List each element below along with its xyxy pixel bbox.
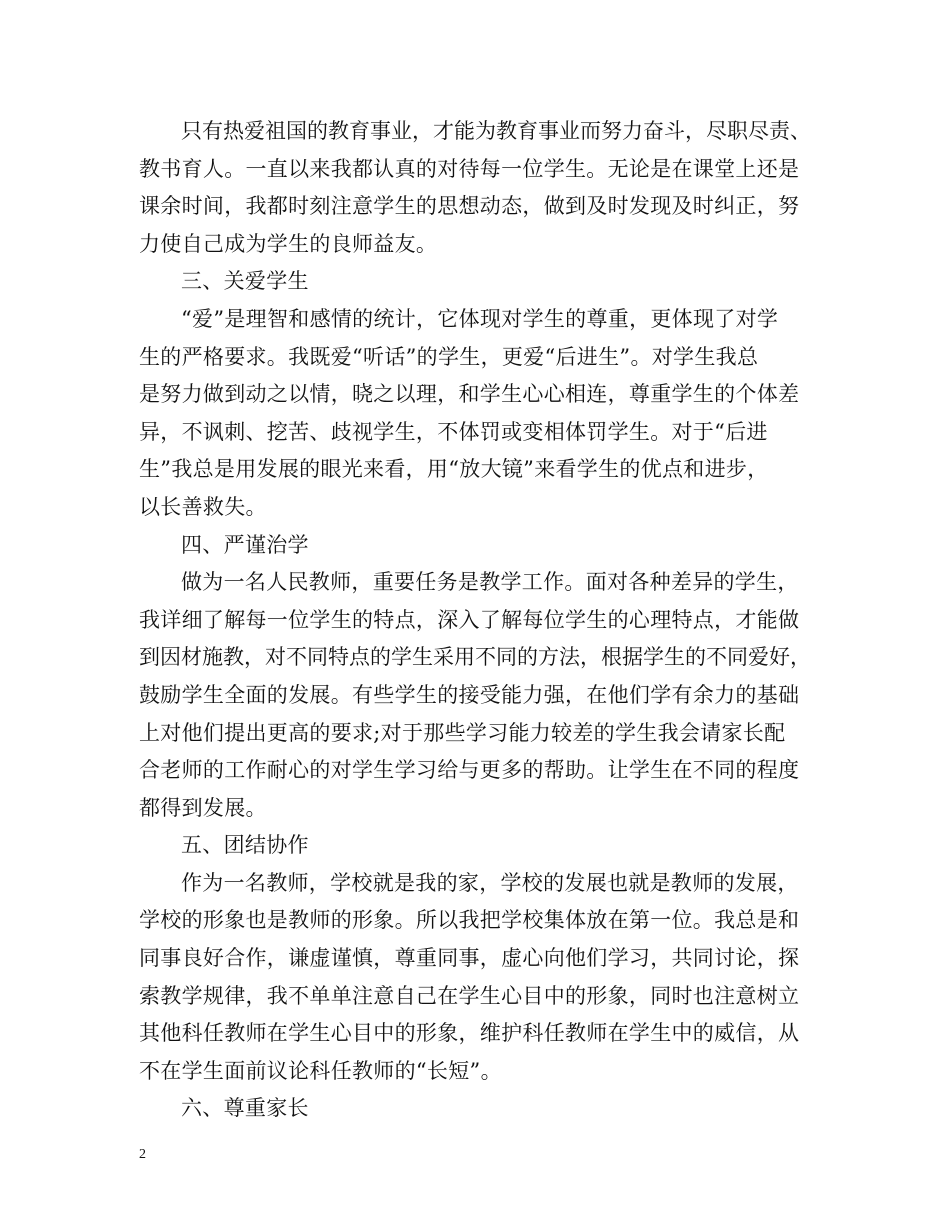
text-line: 教书育人。一直以来我都认真的对待每一位学生。无论是在课堂上还是 [139,156,800,181]
text-line: 其他科任教师在学生心目中的形象，维护科任教师在学生中的威信，从 [139,1021,800,1046]
text-line: 合老师的工作耐心的对学生学习给与更多的帮助。让学生在不同的程度 [139,758,800,783]
text-line: 六、尊重家长 [181,1096,309,1121]
text-line: 生的严格要求。我既爱“听话”的学生，更爱“后进生”。对学生我总 [139,344,759,369]
text-line: 都得到发展。 [139,795,267,820]
text-line: 鼓励学生全面的发展。有些学生的接受能力强，在他们学有余力的基础 [139,682,800,707]
document-body [139,113,811,1128]
text-line: 做为一名人民教师，重要任务是教学工作。面对各种差异的学生， [181,570,799,595]
text-line: 力使自己成为学生的良师益友。 [139,231,438,256]
text-line: 生”我总是用发展的眼光来看，用“放大镜”来看学生的优点和进步， [139,457,769,482]
text-line: 作为一名教师，学校就是我的家，学校的发展也就是教师的发展， [181,870,799,895]
text-line: 三、关爱学生 [181,269,309,294]
text-line: 课余时间，我都时刻注意学生的思想动态，做到及时发现及时纠正，努 [139,194,800,219]
text-line: 是努力做到动之以情，晓之以理，和学生心心相连，尊重学生的个体差 [139,382,800,407]
text-line: 索教学规律，我不单单注意自己在学生心目中的形象，同时也注意树立 [139,983,800,1008]
text-line: 我详细了解每一位学生的特点，深入了解每位学生的心理特点，才能做 [139,607,800,632]
text-line: 只有热爱祖国的教育事业，才能为教育事业而努力奋斗，尽职尽责、 [181,119,811,143]
text-line: 学校的形象也是教师的形象。所以我把学校集体放在第一位。我总是和 [139,908,800,933]
text-line: 不在学生面前议论科任教师的“长短”。 [139,1058,502,1083]
text-line: “爱”是理智和感情的统计，它体现对学生的尊重，更体现了对学 [181,306,779,331]
text-line: 异，不讽刺、挖苦、歧视学生，不体罚或变相体罚学生。对于“后进 [139,419,768,444]
text-line: 同事良好合作，谦虚谨慎，尊重同事，虚心向他们学习，共同讨论，探 [139,946,800,971]
text-line: 上对他们提出更高的要求;对于那些学习能力较差的学生我会请家长配 [139,720,786,745]
text-line: 五、团结协作 [181,833,309,858]
text-line: 四、严谨治学 [181,532,309,557]
text-line: 到因材施教，对不同特点的学生采用不同的方法，根据学生的不同爱好， [139,645,811,670]
text-line: 以长善救失。 [139,494,267,519]
page-number: 2 [139,1147,146,1162]
